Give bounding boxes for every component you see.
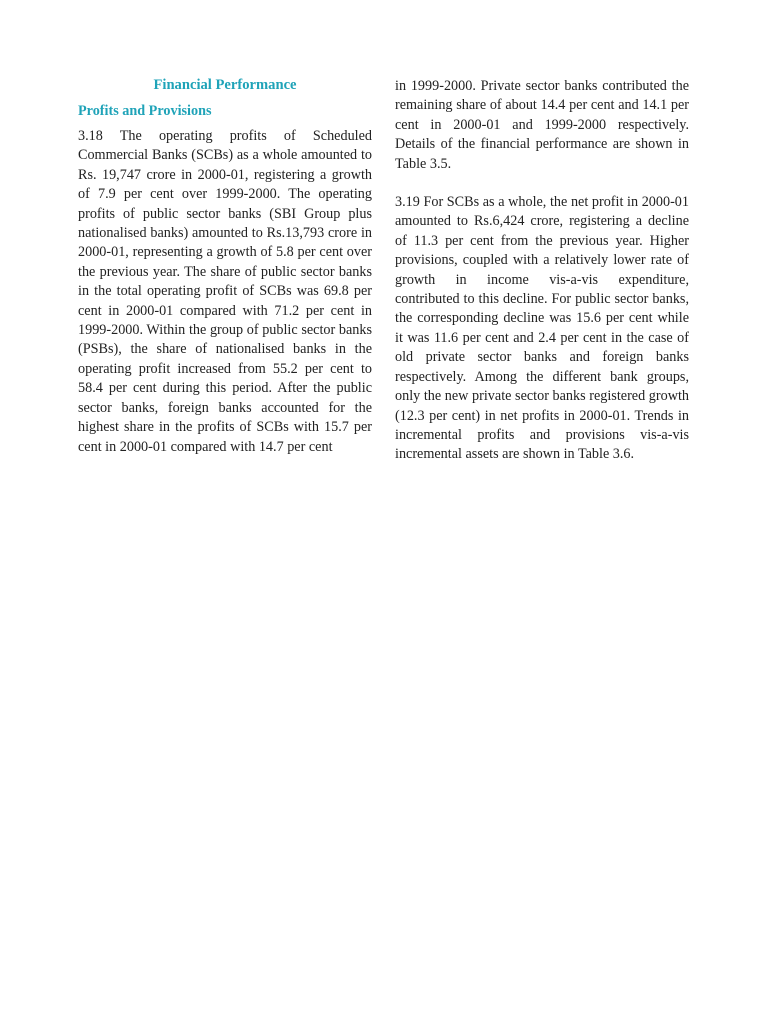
subsection-title: Profits and Provisions xyxy=(78,103,212,119)
paragraph-3-18-continued: in 1999-2000. Private sector banks contributed the remaining share of about 14.4 per cent and 14.1 per cent in 2000-01 and 1999-2000 respectively. Details of the financial performance are shown in Table 3.5. xyxy=(395,78,689,172)
paragraph-3-18: 3.18 The operating profits of Scheduled Commercial Banks (SCBs) as a whole amounted to Rs. 19,747 crore in 2000-01, registering a growth of 7.9 per cent over 1999-2000. The operating profits of public sector banks (SBI Group plus nationalised banks) amounted to Rs.13,793 crore in 2000-01, representing a growth of 5.8 per cent over the previous year. The share of public sector banks in the total operating profit of SCBs was 69.8 per cent in 2000-01 compared with 71.2 per cent in 1999-2000. Within the group of public sector banks (PSBs), the share of nationalised banks in the operating profit increased from 55.2 per cent to 58.4 per cent during this period. After the public sector banks, foreign banks accounted for the highest share in the profits of SCBs with 15.7 per cent in 2000-01 compared with 14.7 per cent xyxy=(78,128,372,455)
paragraph-3-19: 3.19 For SCBs as a whole, the net profit in 2000-01 amounted to Rs.6,424 crore, registering a decline of 11.3 per cent from the previous year. Higher provisions, coupled with a relatively lower rate of growth in income vis-a-vis expenditure, contributed to this decline. For public sector banks, the corresponding decline was 15.6 per cent while it was 11.6 per cent and 2.4 per cent in the case of old private sector banks and foreign banks respectively. Among the different bank groups, only the new private sector banks registered growth (12.3 per cent) in net profits in 2000-01. Trends in incremental profits and provisions vis-a-vis incremental assets are shown in Table 3.6. xyxy=(395,194,689,463)
section-title: Financial Performance xyxy=(153,77,297,93)
right-column xyxy=(395,77,689,465)
left-column xyxy=(78,76,372,457)
